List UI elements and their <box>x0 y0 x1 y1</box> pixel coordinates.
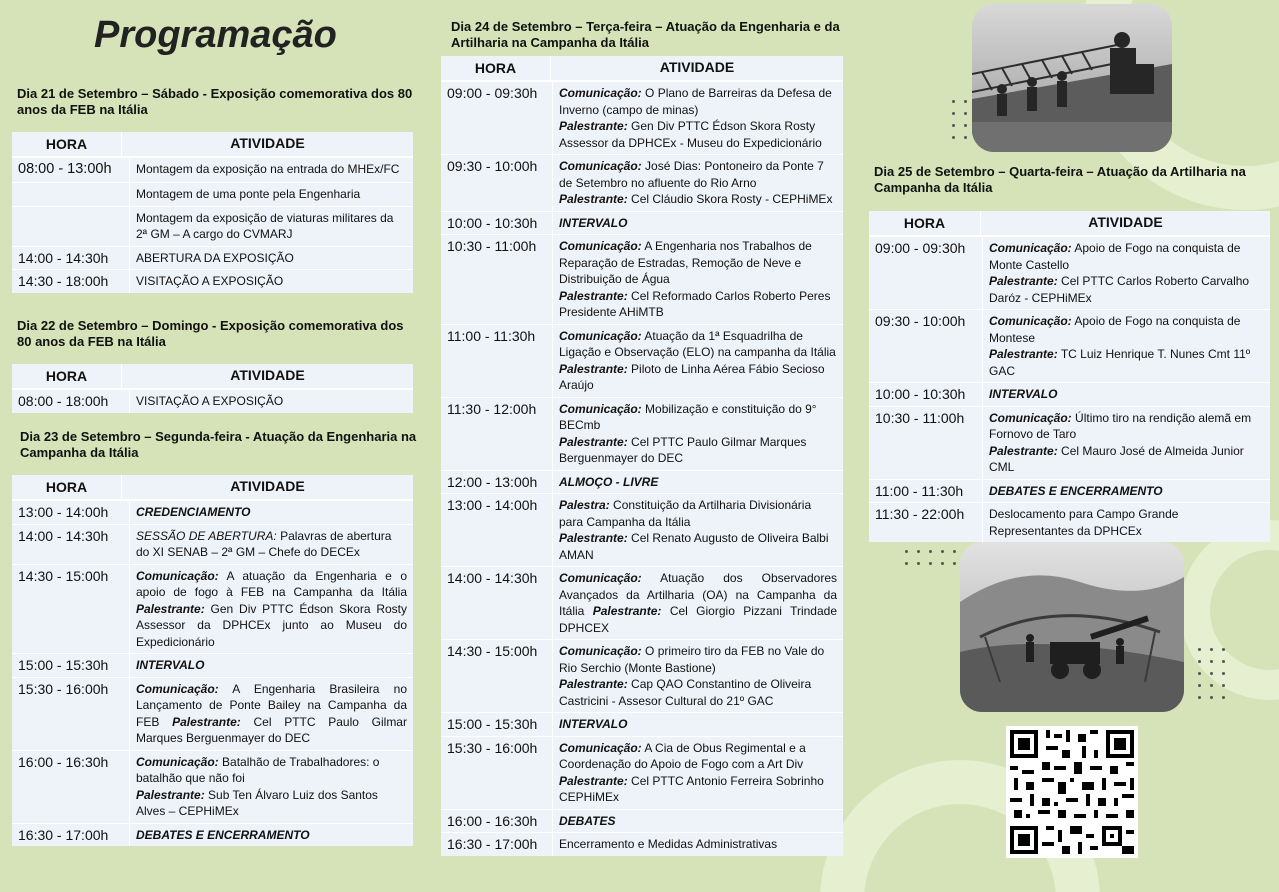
table-row: 14:30 - 15:00h Comunicação: O primeiro tiro da FEB no Vale do Rio Serchio (Monte Bastione) Palestrante: Cap QAO Constantino de Oliveira Castricini - Assesor Cultural do 21º GAC <box>441 639 843 712</box>
day23-table <box>12 475 413 846</box>
photo-soldiers-bridge <box>972 4 1172 152</box>
table-row: 16:00 - 16:30h DEBATES <box>441 809 843 833</box>
table-row: 11:00 - 11:30h Comunicação: Atuação da 1ª Esquadrilha de Ligação e Observação (ELO) na campanha da Itália Palestrante: Piloto de Linha Aérea Fábio Secioso Araújo <box>441 324 843 397</box>
col-hora: HORA <box>12 364 122 388</box>
col-atividade: ATIVIDADE <box>230 367 305 383</box>
table-row: 09:30 - 10:00h Comunicação: Apoio de Fogo na conquista de Montese Palestrante: TC Luiz Henrique T. Nunes Cmt 11º GAC <box>869 309 1270 382</box>
table-row: Montagem de uma ponte pela Engenharia <box>12 182 413 206</box>
day21-table <box>12 132 413 293</box>
col-hora: HORA <box>441 56 551 80</box>
col-hora: HORA <box>869 211 981 235</box>
dot-pattern <box>1198 648 1225 699</box>
table-row: 16:30 - 17:00h DEBATES E ENCERRAMENTO <box>12 823 413 847</box>
day22-table <box>12 364 413 413</box>
table-row: 13:00 - 14:00h Palestra: Constituição da Artilharia Divisionária para Campanha da Itália Palestrante: Cel Renato Augusto de Oliveira Balbi AMAN <box>441 493 843 566</box>
table-row: 11:00 - 11:30h DEBATES E ENCERRAMENTO <box>869 479 1270 503</box>
photo-artillery <box>960 542 1184 712</box>
day24-heading: Dia 24 de Setembro – Terça-feira – Atuação da Engenharia e da Artilharia na Campanha da Itália <box>451 19 840 50</box>
table-row: 08:00 - 13:00h Montagem da exposição na entrada do MHEx/FC <box>12 157 413 182</box>
col-atividade: ATIVIDADE <box>230 135 305 151</box>
table-row: 14:00 - 14:30h SESSÃO DE ABERTURA: Palavras de abertura do XI SENAB – 2ª GM – Chefe do DECEx <box>12 524 413 564</box>
col-hora: HORA <box>12 475 122 499</box>
table-row: 15:30 - 16:00h Comunicação: A Engenharia Brasileira no Lançamento de Ponte Bailey na Campanha da FEB Palestrante: Cel PTTC Paulo Gilmar Marques Berguenmayer do DEC <box>12 677 413 750</box>
table-row: 09:30 - 10:00h Comunicação: José Dias: Pontoneiro da Ponte 7 de Setembro no afluente do Rio Arno Palestrante: Cel Cláudio Skora Rosty - CEPHiMEx <box>441 154 843 211</box>
table-row: 15:00 - 15:30h INTERVALO <box>441 712 843 736</box>
table-row: 14:30 - 18:00h VISITAÇÃO A EXPOSIÇÃO <box>12 269 413 293</box>
table-row: 14:00 - 14:30h ABERTURA DA EXPOSIÇÃO <box>12 246 413 270</box>
table-row: 09:00 - 09:30h Comunicação: Apoio de Fogo na conquista de Monte Castello Palestrante: Cel PTTC Carlos Roberto Carvalho Daróz - CEPHiMEx <box>869 236 1270 309</box>
table-row: 11:30 - 22:00h Deslocamento para Campo Grande Representantes da DPHCEx <box>869 502 1270 542</box>
day24-table <box>441 56 843 856</box>
day25-heading: Dia 25 de Setembro – Quarta-feira – Atuação da Artilharia na Campanha da Itália <box>874 164 1246 195</box>
day25-table <box>869 211 1270 542</box>
table-row: 16:00 - 16:30h Comunicação: Batalhão de Trabalhadores: o batalhão que não foi Palestrante: Sub Ten Álvaro Luiz dos Santos Alves – CEPHiMEx <box>12 750 413 823</box>
col-hora: HORA <box>12 132 122 156</box>
col-atividade: ATIVIDADE <box>659 59 735 75</box>
qr-code[interactable] <box>1006 726 1138 858</box>
table-row: 14:30 - 15:00h Comunicação: A atuação da Engenharia e o apoio de fogo à FEB na Campanha da Itália Palestrante: Gen Div PTTC Édson Skora Rosty Assessor da DPHCEx junto ao Museu do Expedicionário <box>12 564 413 654</box>
table-row: 11:30 - 12:00h Comunicação: Mobilização e constituição do 9° BECmb Palestrante: Cel PTTC Paulo Gilmar Marques Berguenmayer do DEC <box>441 397 843 470</box>
day22-heading: Dia 22 de Setembro – Domingo - Exposição comemorativa dos 80 anos da FEB na Itália <box>17 318 404 349</box>
table-row: 12:00 - 13:00h ALMOÇO - LIVRE <box>441 470 843 494</box>
table-row: 10:30 - 11:00h Comunicação: A Engenharia nos Trabalhos de Reparação de Estradas, Remoção de Neve e Distribuição de Água Palestrante: Cel Reformado Carlos Roberto Peres Presidente AHiMTB <box>441 234 843 324</box>
table-row: 09:00 - 09:30h Comunicação: O Plano de Barreiras da Defesa de Inverno (campo de minas) Palestrante: Gen Div PTTC Édson Skora Rosty Assessor da DPHCEx - Museu do Expedicionário <box>441 81 843 154</box>
table-row: 10:30 - 11:00h Comunicação: Último tiro na rendição alemã em Fornovo de Taro Palestrante: Cel Mauro José de Almeida Junior CML <box>869 406 1270 479</box>
day23-heading: Dia 23 de Setembro – Segunda-feira - Atuação da Engenharia na Campanha da Itália <box>20 429 417 460</box>
table-row: Montagem da exposição de viaturas militares da 2ª GM – A cargo do CVMARJ <box>12 206 413 246</box>
table-row: 14:00 - 14:30h Comunicação: Atuação dos Observadores Avançados da Artilharia (OA) na Campanha da Itália Palestrante: Cel Giorgio Pizzani Trindade DPHCEX <box>441 566 843 639</box>
table-row: 15:30 - 16:00h Comunicação: A Cia de Obus Regimental e a Coordenação do Apoio de Fogo com a Art Div Palestrante: Cel PTTC Antonio Ferreira Sobrinho CEPHiMEx <box>441 736 843 809</box>
table-row: 13:00 - 14:00h CREDENCIAMENTO <box>12 500 413 524</box>
day21-heading: Dia 21 de Setembro – Sábado - Exposição comemorativa dos 80 anos da FEB na Itália <box>17 86 413 117</box>
col-atividade: ATIVIDADE <box>1088 214 1163 230</box>
table-row: 08:00 - 18:00h VISITAÇÃO A EXPOSIÇÃO <box>12 389 413 413</box>
col-atividade: ATIVIDADE <box>230 478 305 494</box>
page-title: Programação <box>94 14 337 56</box>
table-row: 10:00 - 10:30h INTERVALO <box>441 211 843 235</box>
table-row: 10:00 - 10:30h INTERVALO <box>869 382 1270 406</box>
table-row: 15:00 - 15:30h INTERVALO <box>12 653 413 677</box>
table-row: 16:30 - 17:00h Encerramento e Medidas Administrativas <box>441 832 843 856</box>
